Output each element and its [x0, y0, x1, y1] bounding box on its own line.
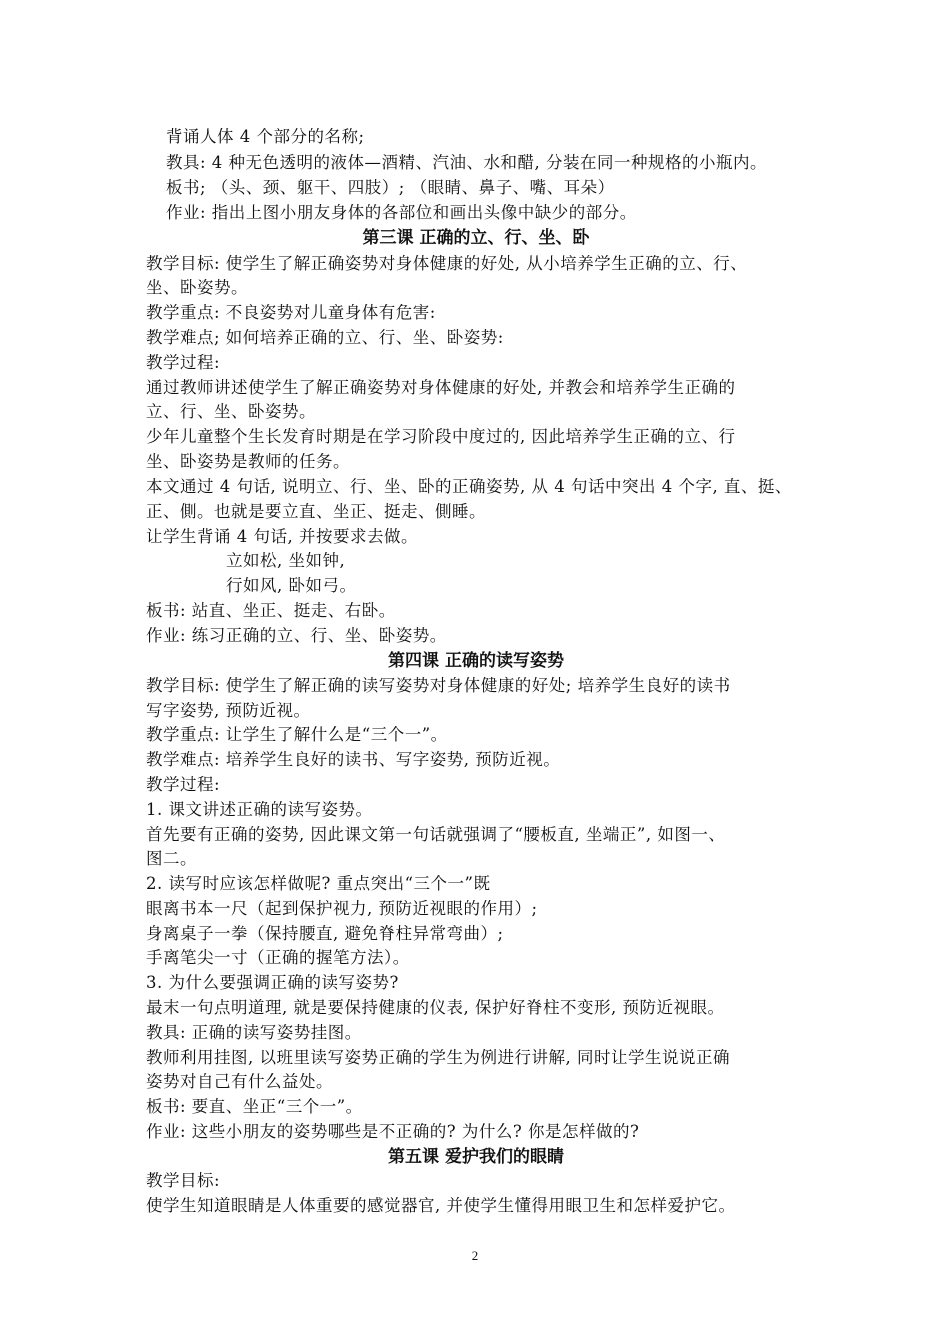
text-line: 坐、卧姿势。 — [146, 278, 248, 297]
text-line: 眼离书本一尺（起到保护视力, 预防近视眼的作用）; — [146, 899, 538, 918]
text-line: 板书: 要直、坐正“三个一”。 — [146, 1097, 363, 1116]
text-line: 2. 读写时应该怎样做呢? 重点突出“三个一”既 — [146, 874, 491, 893]
lesson-heading: 第三课 正确的立、行、坐、卧 — [362, 228, 590, 248]
page-number: 2 — [471, 1248, 479, 1263]
poem-line: 立如松, 坐如钟, — [226, 551, 346, 570]
text-line: 教学难点; 如何培养正确的立、行、坐、卧姿势: — [146, 328, 504, 347]
text-line: 教学目标: 使学生了解正确姿势对身体健康的好处, 从小培养学生正确的立、行、 — [146, 254, 748, 273]
text-line: 姿势对自己有什么益处。 — [146, 1072, 333, 1091]
text-line: 手离笔尖一寸（正确的握笔方法）。 — [146, 948, 410, 967]
text-line: 立、行、坐、卧姿势。 — [146, 402, 316, 421]
text-line: 教学重点: 让学生了解什么是“三个一”。 — [146, 725, 448, 744]
text-line: 作业: 这些小朋友的姿势哪些是不正确的? 为什么? 你是怎样做的? — [146, 1122, 640, 1141]
text-line: 教具: 4 种无色透明的液体—酒精、汽油、水和醋, 分装在同一种规格的小瓶内。 — [166, 153, 768, 172]
text-line: 最末一句点明道理, 就是要保持健康的仪表, 保护好脊柱不变形, 预防近视眼。 — [146, 998, 725, 1017]
text-line: 教学过程: — [146, 775, 221, 794]
text-line: 板书; （头、颈、躯干、四肢）; （眼睛、鼻子、嘴、耳朵） — [166, 178, 615, 197]
text-line: 作业: 练习正确的立、行、坐、卧姿势。 — [146, 626, 447, 645]
text-line: 坐、卧姿势是教师的任务。 — [146, 452, 350, 471]
text-line: 1. 课文讲述正确的读写姿势。 — [146, 800, 373, 819]
text-line: 使学生知道眼睛是人体重要的感觉器官, 并使学生懂得用眼卫生和怎样爱护它。 — [146, 1196, 736, 1215]
text-line: 教学目标: 使学生了解正确的读写姿势对身体健康的好处; 培养学生良好的读书 — [146, 676, 731, 695]
lesson-heading: 第五课 爱护我们的眼睛 — [388, 1147, 564, 1167]
text-line: 写字姿势, 预防近视。 — [146, 701, 311, 720]
text-line: 作业: 指出上图小朋友身体的各部位和画出头像中缺少的部分。 — [166, 203, 637, 222]
poem-line: 行如风, 卧如弓。 — [226, 576, 357, 595]
text-line: 教师利用挂图, 以班里读写姿势正确的学生为例进行讲解, 同时让学生说说正确 — [146, 1048, 730, 1067]
text-line: 图二。 — [146, 849, 197, 868]
text-line: 让学生背诵 4 句话, 并按要求去做。 — [146, 527, 418, 546]
text-line: 本文通过 4 句话, 说明立、行、坐、卧的正确姿势, 从 4 句话中突出 4 个字, 直、挺、 — [146, 477, 792, 496]
text-line: 3. 为什么要强调正确的读写姿势? — [146, 973, 399, 992]
text-line: 教具: 正确的读写姿势挂图。 — [146, 1023, 362, 1042]
text-line: 教学难点: 培养学生良好的读书、写字姿势, 预防近视。 — [146, 750, 561, 769]
text-line: 通过教师讲述使学生了解正确姿势对身体健康的好处, 并教会和培养学生正确的 — [146, 378, 736, 397]
text-line: 板书: 站直、坐正、挺走、右卧。 — [146, 601, 396, 620]
text-line: 教学目标: — [146, 1171, 221, 1190]
text-line: 少年儿童整个生长发育时期是在学习阶段中度过的, 因此培养学生正确的立、行 — [146, 427, 736, 446]
text-line: 背诵人体 4 个部分的名称; — [166, 127, 365, 146]
text-line: 正、側。也就是要立直、坐正、挺走、側睡。 — [146, 502, 486, 521]
lesson-heading: 第四课 正确的读写姿势 — [388, 651, 564, 671]
text-line: 教学过程: — [146, 353, 221, 372]
text-line: 身离桌子一拳（保持腰直, 避免脊柱异常弯曲）; — [146, 924, 504, 943]
text-line: 首先要有正确的姿势, 因此课文第一句话就强调了“腰板直, 坐端正”, 如图一、 — [146, 825, 726, 844]
text-line: 教学重点: 不良姿势对儿童身体有危害: — [146, 303, 436, 322]
